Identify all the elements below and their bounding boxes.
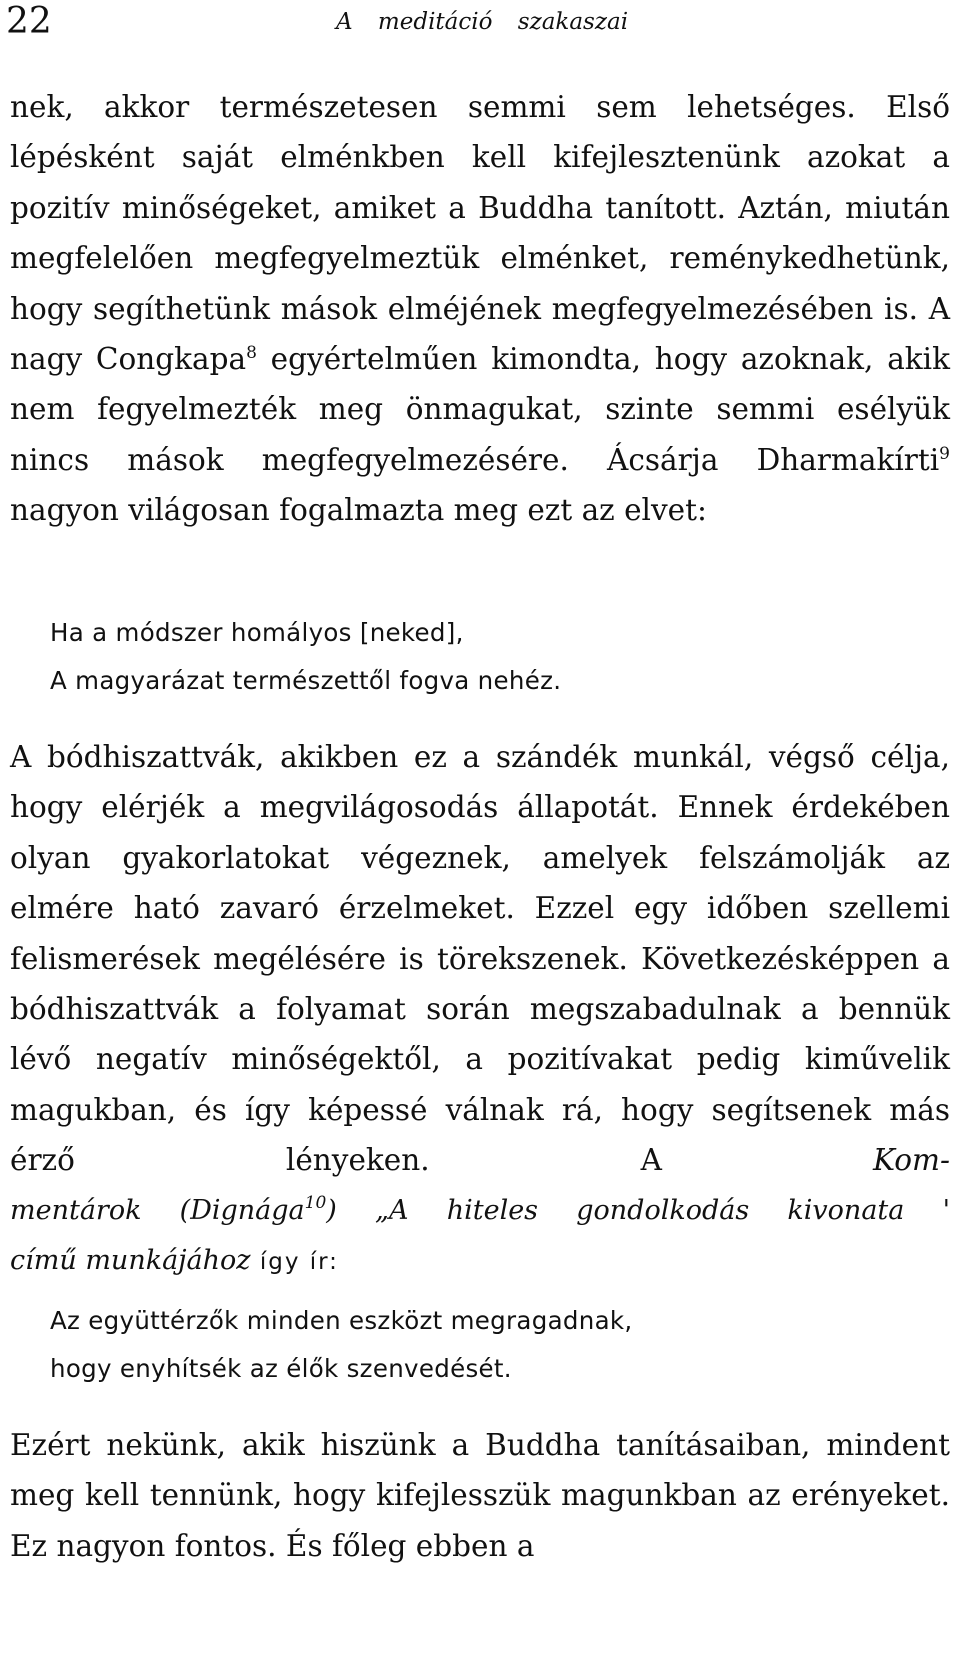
paragraph-2-body [10,732,950,1186]
quote-2 [50,1297,930,1393]
footnote-marker-8[interactable]: 8 [246,343,257,364]
running-title: A meditáció szakaszai [336,9,629,35]
quote-1-line-2: A magyarázat természettől fogva nehéz. [50,666,562,695]
footnote-marker-10[interactable]: 10 [304,1192,327,1213]
page-number: 22 [6,1,52,42]
citation-mark: ' [942,1194,951,1226]
citation-word-5: gondolkodás [576,1194,750,1226]
citation-word-6: kivonata [787,1194,905,1226]
paragraph-1 [10,82,950,536]
paragraph-3-text: Ezért nekünk, akik hiszünk a Buddha tanításaiban, mindent meg kell tennünk, hogy kifejlesszük magunkban az erényeket. Ez nagyon fontos. És főleg ebben a [10,1428,950,1563]
quote-2-line-1: Az együttérzők minden eszközt megragadnak, [50,1306,633,1335]
paragraph-2-italic-start: Kom- [873,1143,950,1178]
quote-1 [50,609,930,705]
paragraph-3 [10,1420,950,1571]
paragraph-1-part-2: egyértelműen kimondta, hogy azoknak, akik nem fegyelmezték meg önmagukat, szinte semmi esélyük nincs mások megfegyelmezésére. Ácsárja Dharmakírti [10,342,950,477]
quote-1-line-1: Ha a módszer homályos [neked], [50,618,464,647]
footnote-marker-9[interactable]: 9 [939,443,950,464]
citation-word-4: hiteles [446,1194,539,1226]
paragraph-2-last-line [10,1236,950,1287]
quote-2-line-2: hogy enyhítsék az élők szenvedését. [50,1354,512,1383]
citation-word-2: (Dignága$^{10}$) [179,1192,337,1226]
paragraph-2-main: A bódhiszattvák, akikben ez a szándék munkál, végső célja, hogy elérjék a megvilágosodás állapotát. Ennek érdekében olyan gyakorlatokat végeznek, amelyek felszámolják az elmére ható zavaró érzelmeket. Ezzel egy időben szellemi felismerések megélésére is törekszenek. Következésképpen a bódhiszattvák a folyamat során megszabadulnak a bennük lévő negatív minőségektől, a pozitívakat pedig kiművelik magukban, és így képessé válnak rá, hogy segítsenek más érző lényeken. A [10,740,950,1178]
paragraph-1-part-3: nagyon világosan fogalmazta meg ezt az elvet: [10,493,707,528]
paragraph-2-ending: így ír: [250,1249,339,1276]
paragraph-2 [10,732,950,1287]
citation-word-3: „A [375,1194,409,1226]
citation-work-title: című munkájához [10,1245,251,1277]
paragraph-2-citation-line [10,1186,950,1236]
citation-word-1: mentárok [10,1194,142,1226]
paragraph-1-part-1: nek, akkor természetesen semmi sem lehetséges. Első lépésként saját elménkben kell kifejlesztenünk azokat a pozitív minőségeket, amiket a Buddha tanított. Aztán, miután megfelelően megfegyelmeztük elménket, reménykedhetünk, hogy segíthetünk mások elméjének megfegyelmezésében is. A nagy Congkapa [10,90,950,377]
page-header [6,0,956,46]
